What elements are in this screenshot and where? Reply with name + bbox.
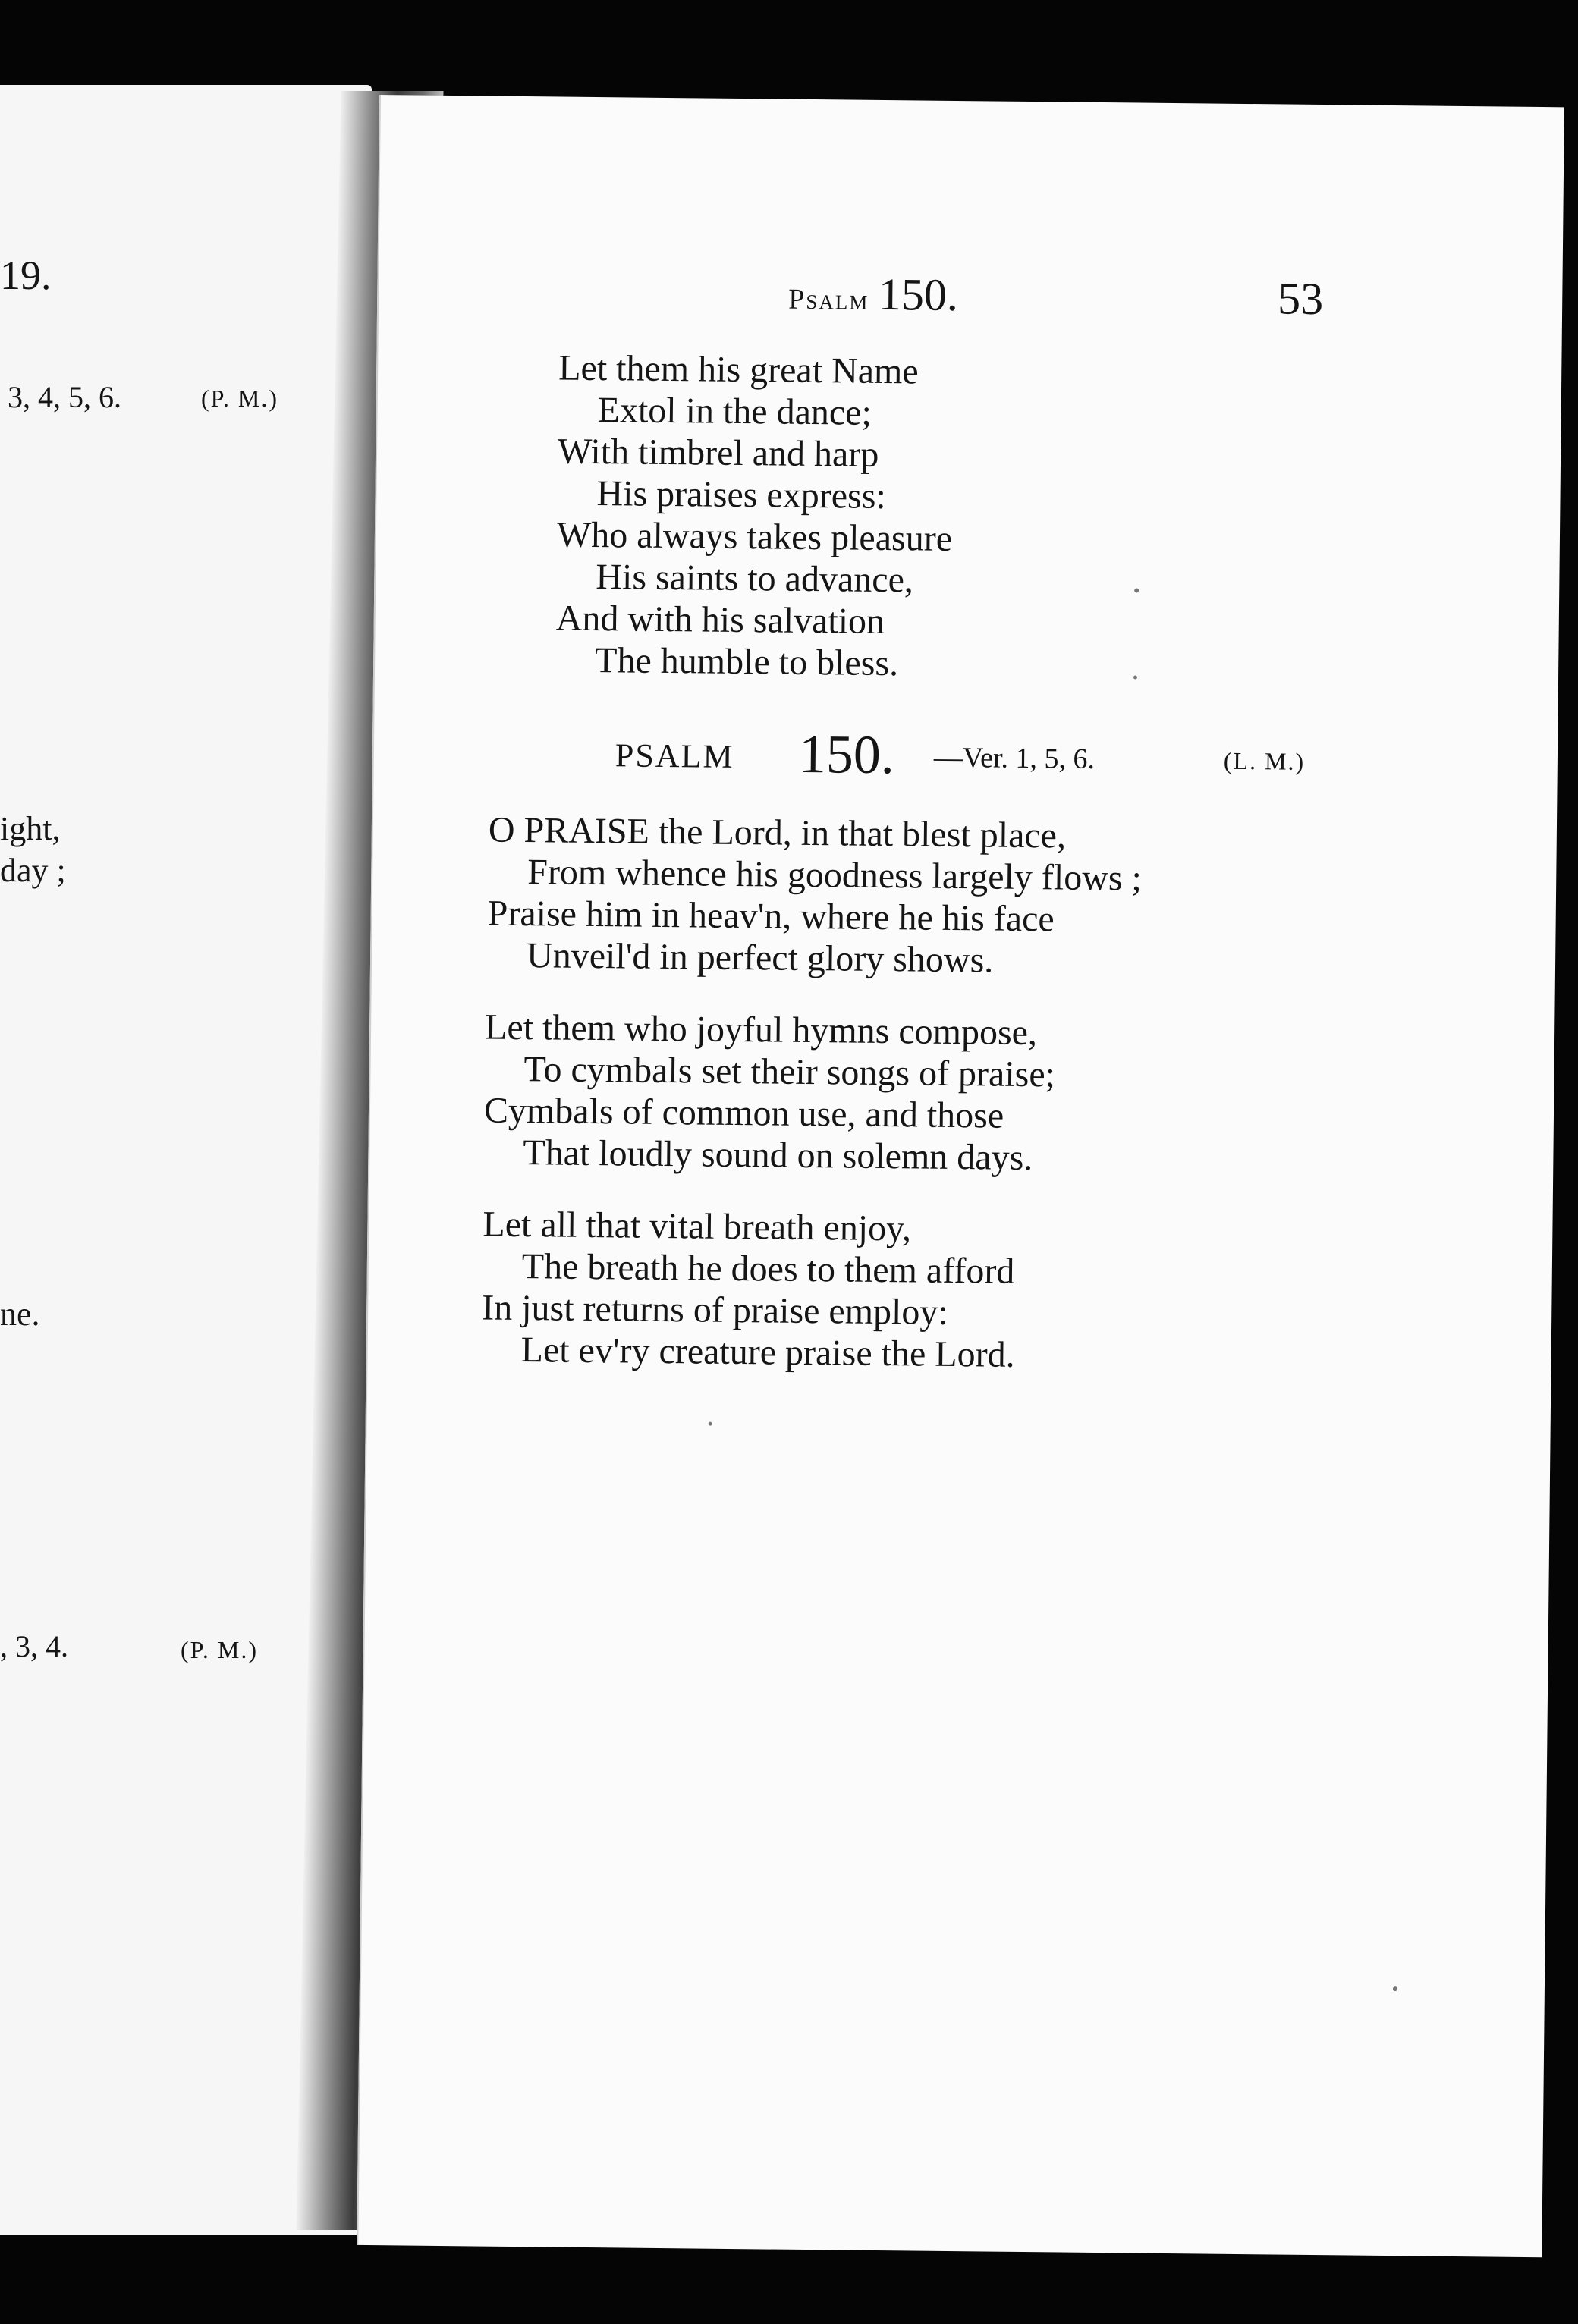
paper-speck [1393, 1986, 1397, 1991]
verse-line: O PRAISE the Lord, in that blest place, [488, 809, 1067, 856]
verse-line: Cymbals of common use, and those [483, 1090, 1004, 1136]
psalm-heading-verses: —Ver. 1, 5, 6. [933, 741, 1095, 775]
verse-line: With timbrel and harp [557, 431, 879, 475]
page-header [379, 263, 1563, 336]
verse-line: That loudly sound on solemn days. [523, 1132, 1033, 1179]
verse-line: The humble to bless. [594, 640, 899, 684]
verse-line: Let them his great Name [558, 347, 919, 392]
paper-speck [1133, 675, 1137, 679]
verse-line: And with his salvation [555, 598, 885, 642]
verse-line: Praise him in heav'n, where he his face [487, 893, 1055, 940]
psalm-heading-title: PSALM [615, 736, 734, 775]
stanza-3 [481, 1204, 1016, 1376]
stanza-2 [483, 1007, 1056, 1179]
running-title-number: 150. [878, 269, 959, 321]
verse-line: From whence his goodness largely flows ; [527, 852, 1143, 899]
verse-line: To cymbals set their songs of praise; [523, 1049, 1056, 1095]
verse-line: Let all that vital breath enjoy, [483, 1204, 912, 1249]
psalm-heading-meter: (L. M.) [1223, 746, 1306, 775]
verse-line: In just returns of praise employ: [481, 1287, 949, 1333]
stanza-1 [487, 809, 1143, 983]
verse-line: Unveil'd in perfect glory shows. [526, 935, 994, 981]
psalm-heading-number: 150. [798, 723, 895, 786]
continuation-stanza [555, 347, 954, 684]
left-header-fragment: 19. [0, 253, 52, 298]
verse-line: Let ev'ry creature praise the Lord. [520, 1330, 1015, 1375]
left-verse-ref-1: 3, 4, 5, 6. [8, 380, 121, 414]
verse-line: The breath he does to them afford [521, 1246, 1015, 1292]
page-number: 53 [1277, 273, 1324, 325]
psalm-heading [373, 724, 1558, 805]
left-line-fragment-3: ne. [0, 1295, 40, 1333]
right-page [357, 95, 1564, 2257]
left-line-fragment-2: day ; [0, 852, 66, 889]
verse-line: Who always takes pleasure [556, 514, 953, 559]
running-title-word: Psalm [787, 283, 869, 316]
running-title [788, 268, 958, 322]
verse-line: Let them who joyful hymns compose, [484, 1007, 1038, 1054]
left-meter-1: (P. M.) [201, 385, 279, 412]
verse-line: His praises express: [596, 473, 887, 517]
paper-speck [1134, 588, 1139, 592]
left-line-fragment-1: ight, [0, 810, 61, 847]
paper-speck [709, 1422, 712, 1426]
left-meter-2: (P. M.) [181, 1636, 259, 1663]
verse-line: Extol in the dance; [597, 390, 872, 433]
verse-line: His saints to advance, [596, 557, 914, 601]
left-verse-ref-2: , 3, 4. [0, 1629, 68, 1663]
